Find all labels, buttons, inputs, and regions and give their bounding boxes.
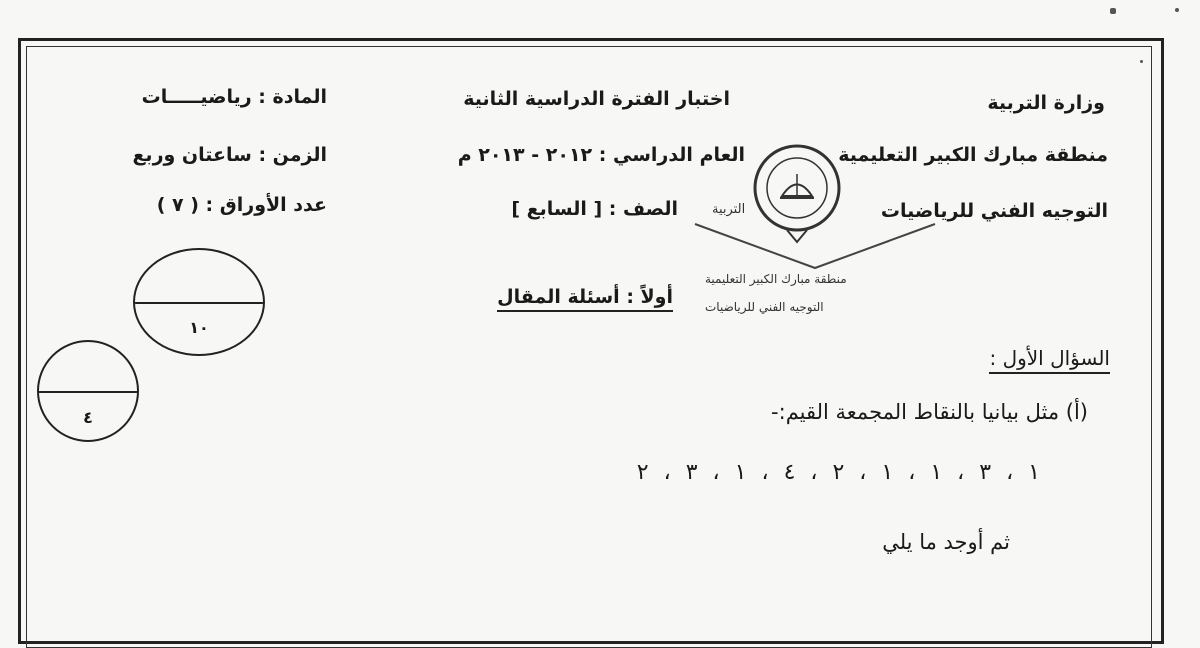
data-values: ١ ، ٣ ، ١ ، ١ ، ٢ ، ٤ ، ١ ، ٣ ، ٢ bbox=[636, 460, 1040, 485]
ministry-name: وزارة التربية bbox=[987, 92, 1105, 114]
seal-label: التربية bbox=[712, 202, 746, 217]
score-box-small bbox=[37, 340, 139, 442]
score-value: ٤ bbox=[83, 408, 93, 427]
stamp-line-2: التوجيه الفني للرياضيات bbox=[705, 300, 824, 314]
question-title: السؤال الأول : bbox=[989, 346, 1110, 374]
district-name: منطقة مبارك الكبير التعليمية bbox=[838, 144, 1108, 166]
score-value: ١٠ bbox=[189, 318, 209, 337]
stamp-line-1: منطقة مبارك الكبير التعليمية bbox=[705, 272, 847, 286]
scan-mark bbox=[1140, 60, 1143, 63]
subject-label: المادة : رياضيـــــات bbox=[141, 86, 327, 108]
time-label: الزمن : ساعتان وربع bbox=[132, 144, 327, 166]
question-part-a: (أ) مثل بيانيا بالنقاط المجمعة القيم:- bbox=[771, 400, 1088, 424]
question-instruction: ثم أوجد ما يلي bbox=[882, 530, 1010, 554]
grade-label: الصف : [ السابع ] bbox=[511, 198, 678, 220]
academic-year: العام الدراسي : ٢٠١٢ - ٢٠١٣ م bbox=[457, 144, 745, 166]
department-name: التوجيه الفني للرياضيات bbox=[880, 200, 1108, 222]
exam-title: اختبار الفترة الدراسية الثانية bbox=[463, 88, 730, 110]
scan-mark bbox=[1175, 8, 1179, 12]
pages-label: عدد الأوراق : ( ٧ ) bbox=[156, 194, 327, 216]
section-title: أولاً : أسئلة المقال bbox=[497, 286, 673, 312]
score-box-main bbox=[133, 248, 265, 356]
scan-mark bbox=[1110, 8, 1116, 14]
